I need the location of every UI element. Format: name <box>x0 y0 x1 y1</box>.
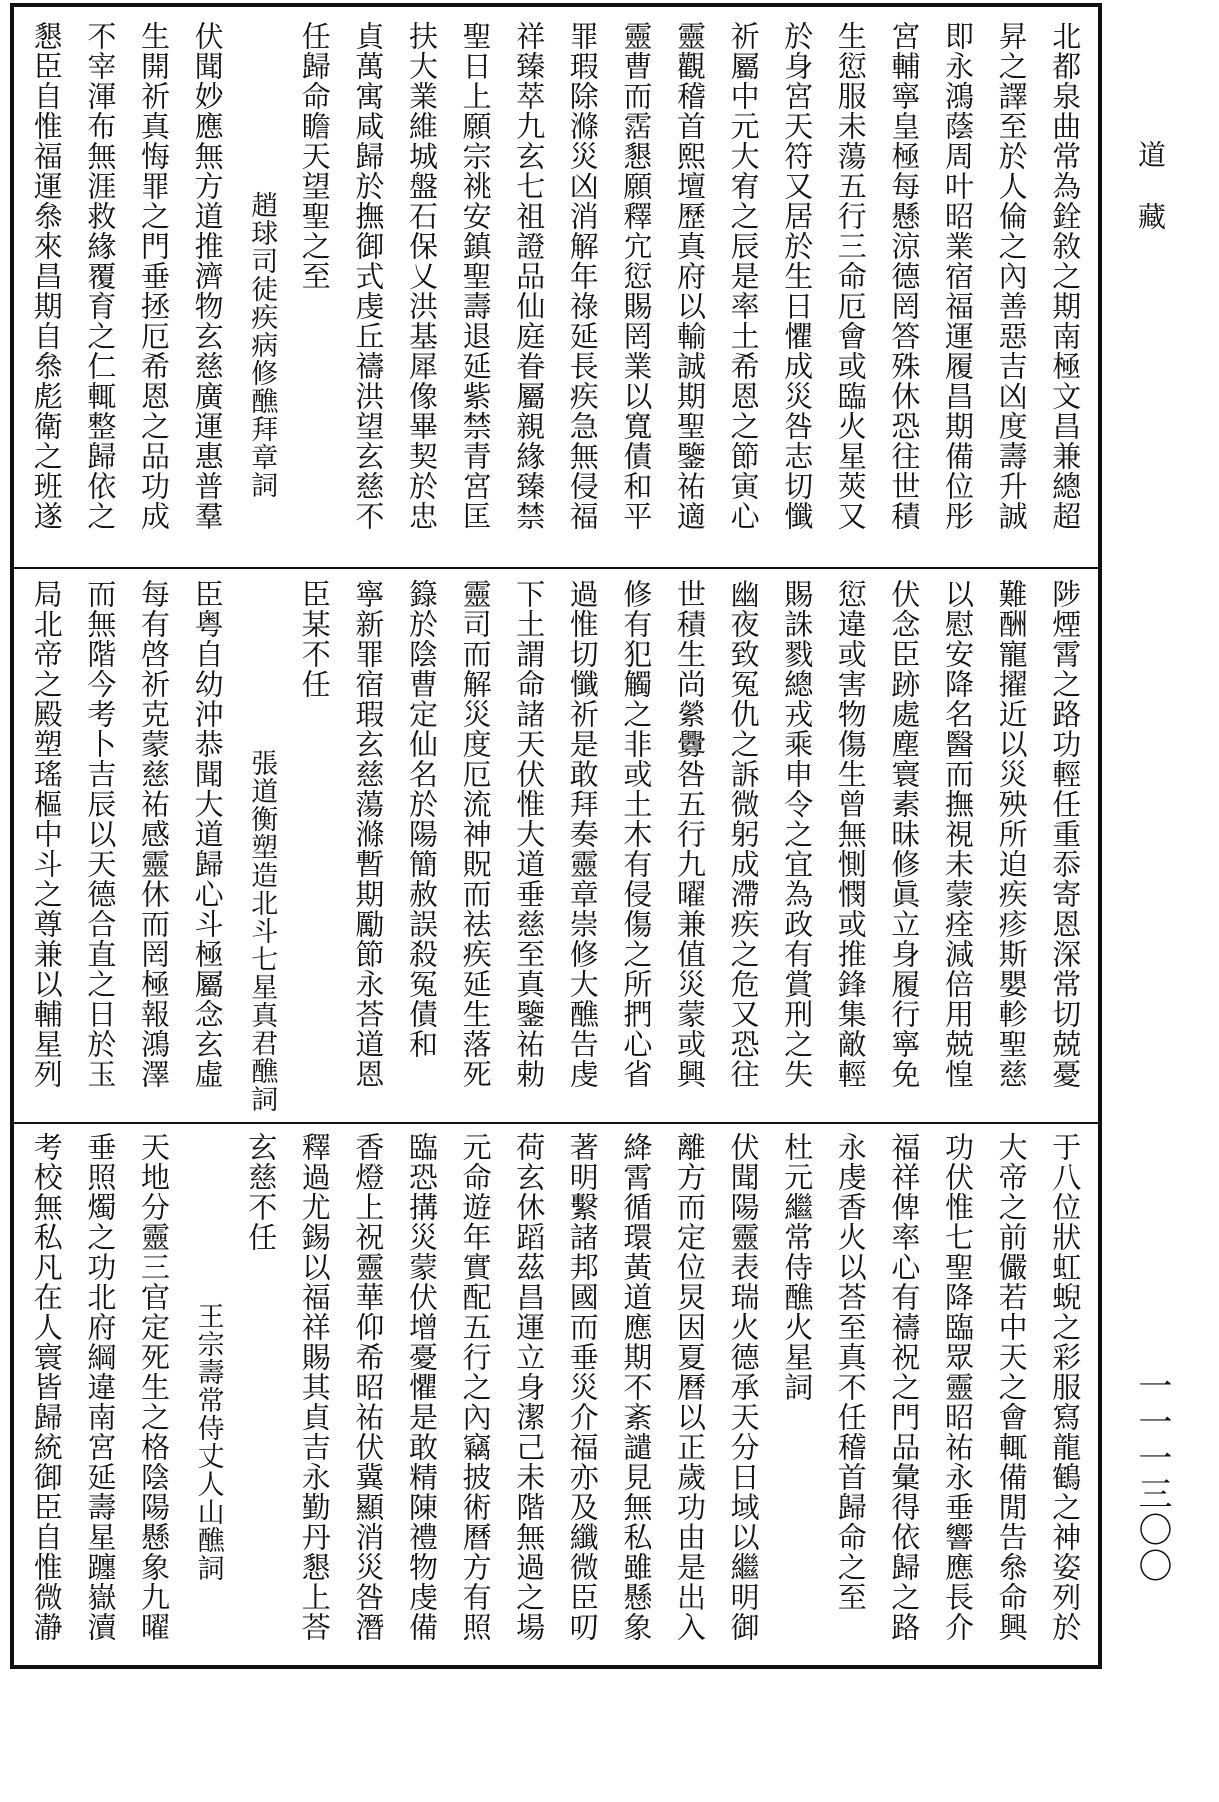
page-number: 一一一三〇〇 <box>1132 1368 1172 1584</box>
text-column: 香燈上祝靈華仰希昭祐伏冀顯消災咎潛 <box>351 1132 386 1642</box>
text-column: 元命遊年實配五行之內竊披術曆方有照 <box>458 1132 493 1642</box>
text-column: 每有啓祈克蒙慈祐感靈休而罔極報鴻澤 <box>137 579 171 1089</box>
text-column: 局北帝之殿塑瑤樞中斗之尊兼以輔星列 <box>29 579 64 1089</box>
text-column: 大帝之前儼若中天之會輒備閒告叅命興 <box>994 1132 1029 1642</box>
text-column: 天地分靈三官定死生之格陰陽懸象九曜 <box>137 1132 171 1642</box>
text-column: 福祥俾率心有禱祝之門品彙得依歸之路 <box>887 1132 922 1642</box>
text-column: 修有犯觸之非或土木有侵傷之所捫心省 <box>619 579 654 1089</box>
text-column: 絳霄循環黃道應期不紊譴見無私雖懸象 <box>619 1132 654 1642</box>
text-column: 垂照燭之功北府綱違南宮延壽星躔嶽瀆 <box>83 1132 118 1642</box>
text-column: 陟煙霄之路功輕任重忝寄恩深常切兢憂 <box>1048 579 1083 1089</box>
section-heading: 張道衡塑造北斗七星真君醮詞 <box>246 749 278 1113</box>
text-section-top <box>20 21 1092 561</box>
section-heading: 趙球司徒疾病修醮拜章詞 <box>246 191 278 499</box>
section-heading: 王宗壽常侍丈人山醮詞 <box>192 1302 224 1582</box>
text-column: 靈曹而霑懇願釋宂愆賜罔業以寬債和平 <box>619 21 654 531</box>
text-column: 貞萬寓咸歸於撫御式虔丘禱洪望玄慈不 <box>351 21 386 531</box>
text-column: 玄慈不任 <box>244 1132 279 1252</box>
text-column: 伏聞妙應無方道推濟物玄慈廣運惠普羣 <box>190 21 225 531</box>
text-section-middle <box>20 579 1092 1115</box>
text-column: 世積生尚縈釁咎五行九曜兼值災蒙或興 <box>673 579 707 1089</box>
page-frame <box>10 3 1102 1669</box>
text-column: 釋過尤錫以福祥賜其貞吉永勤丹懇上荅 <box>297 1132 332 1642</box>
text-column: 任歸命瞻天望聖之至 <box>297 21 332 291</box>
text-column: 荷玄休蹈茲昌運立身潔己未階無過之場 <box>512 1132 547 1642</box>
text-column: 著明繫諸邦國而垂災介福亦及纖微臣叨 <box>565 1132 600 1642</box>
section-divider <box>14 1122 1098 1124</box>
text-column: 昇之譯至於人倫之內善惡吉凶度壽升誠 <box>994 21 1029 531</box>
text-column: 祈屬中元大宥之辰是率土希恩之節寅心 <box>726 21 761 531</box>
text-column: 罪瑕除滌災凶消解年祿延長疾急無侵福 <box>565 21 600 531</box>
text-column: 臨恐搆災蒙伏增憂懼是敢精陳禮物虔備 <box>405 1132 439 1642</box>
text-column: 杜元繼常侍醮火星詞 <box>780 1132 815 1402</box>
text-column: 而無階今考卜吉辰以天德合直之日於玉 <box>83 579 118 1089</box>
margin-title: 道藏 <box>1134 140 1167 264</box>
text-section-bottom <box>20 1132 1092 1660</box>
text-column: 幽夜致冤仇之訴微躬成滯疾之危又恐往 <box>726 579 761 1089</box>
text-column: 聖日上願宗祧安鎮聖壽退延紫禁青宮匡 <box>458 21 493 531</box>
section-divider <box>14 567 1098 569</box>
text-column: 考校無私凡在人寰皆歸統御臣自惟微瀞 <box>29 1132 64 1642</box>
text-column: 臣粤自幼沖恭聞大道歸心斗極屬念玄虛 <box>190 579 225 1089</box>
text-column: 於身宮天符又居於生日懼成災咎志切懺 <box>780 21 815 531</box>
text-column: 愆違或害物傷生曾無惻憫或推鋒集敵輕 <box>833 579 868 1089</box>
text-column: 難酬寵擢近以災殃所迫疾疹斯嬰軫聖慈 <box>994 579 1029 1089</box>
text-column: 北都泉曲常為銓敘之期南極文昌兼總超 <box>1048 21 1083 531</box>
text-column: 臣某不任 <box>297 579 332 699</box>
text-column: 懇臣自惟福運叅來昌期自叅彪衛之班遂 <box>29 21 64 531</box>
text-column: 不宰渾布無涯救緣覆育之仁輒整歸依之 <box>83 21 118 531</box>
text-column: 祥臻萃九玄七祖證品仙庭眷屬親緣臻禁 <box>512 21 547 531</box>
text-column: 伏念臣跡處塵寰素昧修眞立身履行寧免 <box>887 579 922 1089</box>
text-column: 永虔香火以荅至真不任稽首歸命之至 <box>833 1132 868 1612</box>
text-column: 離方而定位炅因夏曆以正歲功由是出入 <box>673 1132 707 1642</box>
text-column: 生愆服未蕩五行三命厄會或臨火星莢又 <box>833 21 868 531</box>
text-column: 下土謂命諸天伏惟大道垂慈至真鑒祐勅 <box>512 579 547 1089</box>
text-column: 功伏惟七聖降臨眾靈昭祐永垂響應長介 <box>941 1132 975 1642</box>
text-column: 即永鴻蔭周叶昭業宿福運履昌期備位彤 <box>941 21 975 531</box>
text-column: 伏聞陽靈表瑞火德承天分日域以繼明御 <box>726 1132 761 1642</box>
text-column: 籙於陰曹定仙名於陽簡赦誤殺冤債和 <box>405 579 439 1059</box>
text-column: 以慰安降名醫而撫視未蒙痊減倍用兢惶 <box>941 579 975 1089</box>
text-column: 生開祈真悔罪之門垂拯厄希恩之品功成 <box>137 21 171 531</box>
text-column: 靈觀稽首熙壇歷真府以輸誠期聖鑒祐適 <box>673 21 707 531</box>
text-column: 賜誅戮總戎乘申令之宜為政有賞刑之失 <box>780 579 815 1089</box>
text-column: 宮輔寧皇極每懸涼德罔答殊休恐往世積 <box>887 21 922 531</box>
text-column: 寧新罪宿瑕玄慈蕩滌暫期勵節永荅道恩 <box>351 579 386 1089</box>
text-column: 扶大業維城盤石保乂洪基犀像畢契於忠 <box>405 21 439 531</box>
text-column: 于八位狀虹蜺之彩服寫龍鶴之神姿列於 <box>1048 1132 1083 1642</box>
text-column: 過惟切懺祈是敢拜奏靈章崇修大醮告虔 <box>565 579 600 1089</box>
text-column: 靈司而解災度厄流神貺而祛疾延生落死 <box>458 579 493 1089</box>
